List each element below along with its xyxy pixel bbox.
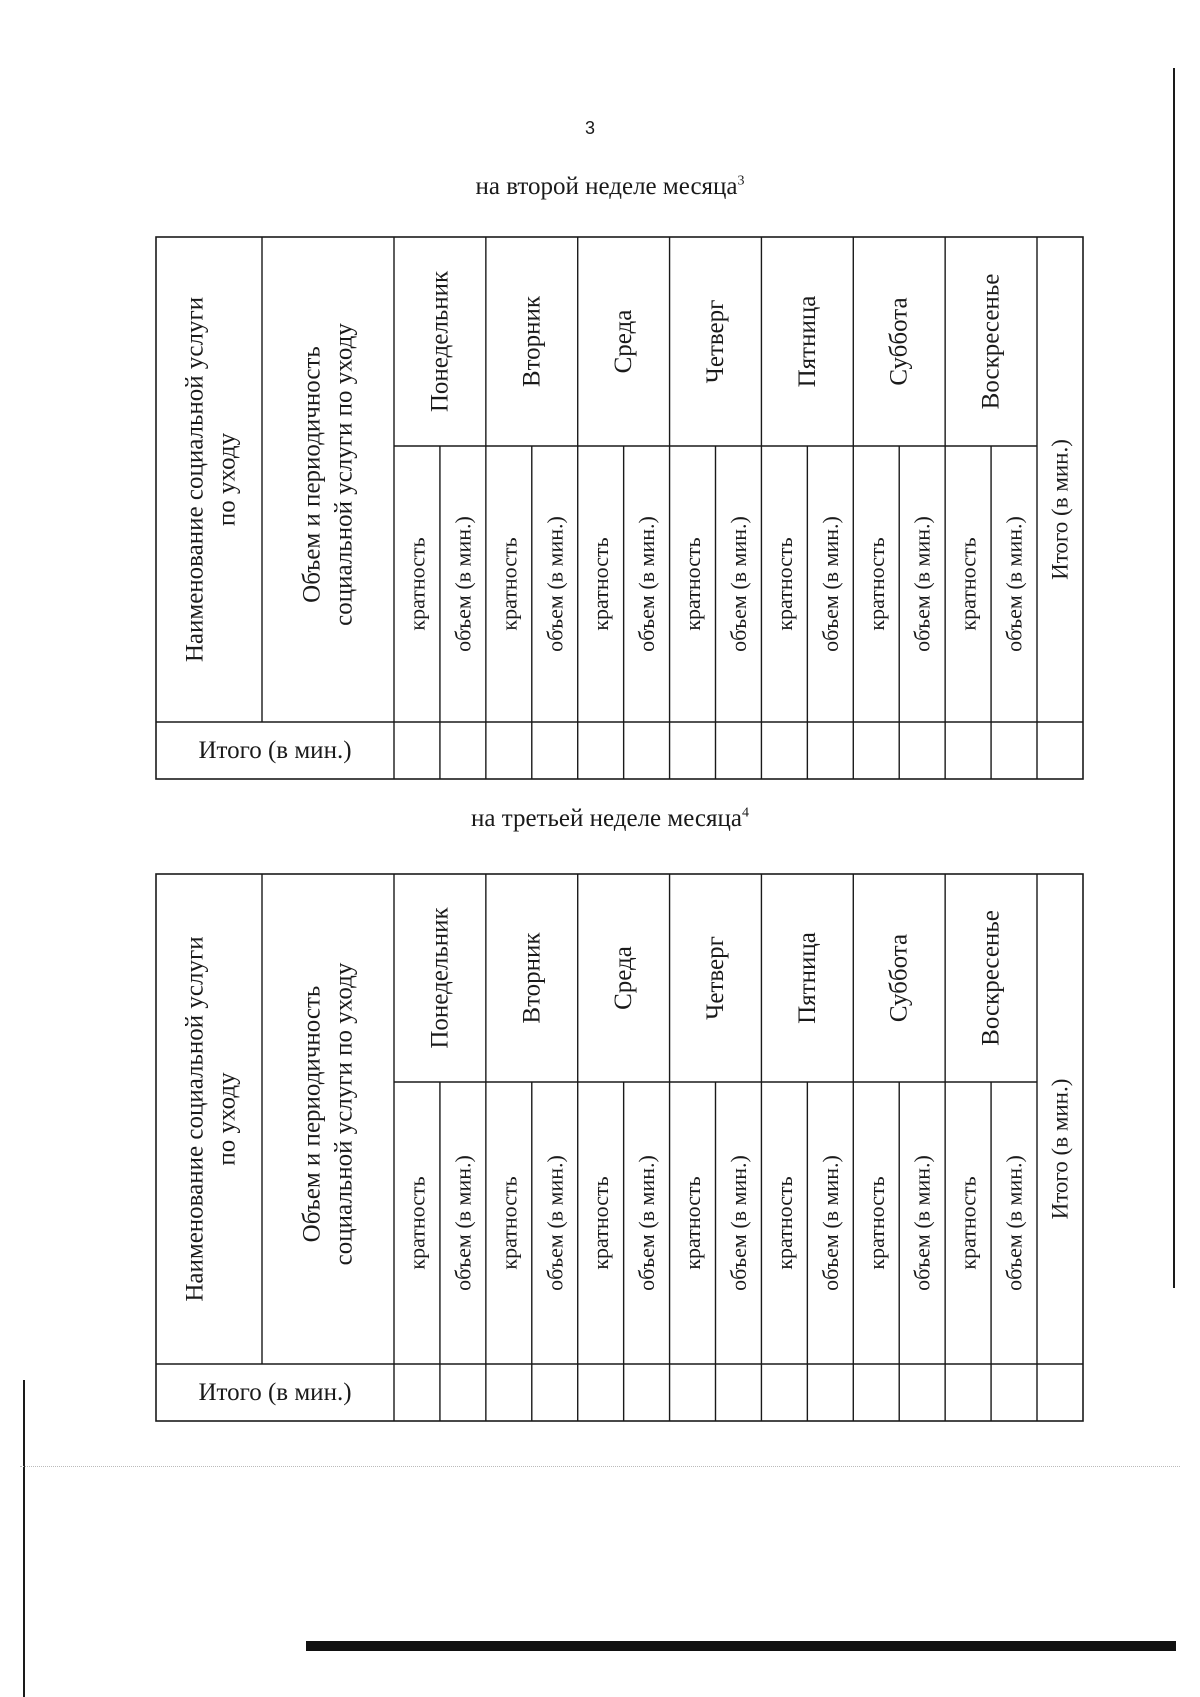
service-name-header-line2: по уходу	[213, 1072, 241, 1166]
sub-header-frequency: кратность	[863, 1176, 889, 1270]
sub-header-volume: объем (в мин.)	[1001, 1155, 1027, 1291]
day-header: Воскресенье	[977, 273, 1005, 410]
day-header: Пятница	[793, 932, 821, 1024]
day-header: Вторник	[518, 932, 546, 1024]
sub-header-volume: объем (в мин.)	[634, 1155, 660, 1291]
sub-header-volume: объем (в мин.)	[725, 516, 751, 652]
day-header: Пятница	[793, 295, 821, 388]
sub-header-frequency: кратность	[955, 537, 981, 631]
volume-header-line2: социальной услуги по уходу	[330, 962, 358, 1266]
sub-header-frequency: кратность	[404, 537, 430, 631]
sub-header-frequency: кратность	[680, 537, 706, 631]
day-header: Вторник	[518, 295, 546, 388]
total-header: Итого (в мин.)	[1047, 439, 1073, 580]
sub-header-frequency: кратность	[404, 1176, 430, 1270]
day-header: Суббота	[885, 297, 913, 386]
table-2-caption-text: на третьей неделе месяца	[471, 805, 742, 832]
sub-header-frequency: кратность	[955, 1176, 981, 1270]
sub-header-volume: объем (в мин.)	[817, 516, 843, 652]
sub-header-frequency: кратность	[771, 537, 797, 631]
sub-header-frequency: кратность	[496, 537, 522, 631]
sub-header-frequency: кратность	[588, 537, 614, 631]
day-header: Среда	[610, 946, 638, 1010]
service-name-header: Наименование социальной услуги	[181, 296, 209, 663]
sub-header-volume: объем (в мин.)	[450, 1155, 476, 1291]
table-1-footnote-mark: 3	[737, 173, 745, 189]
day-header: Четверг	[702, 936, 729, 1020]
day-header: Понедельник	[426, 270, 454, 413]
page-number: 3	[584, 118, 595, 138]
day-header: Понедельник	[426, 907, 454, 1049]
sub-header-volume: объем (в мин.)	[634, 516, 660, 652]
sub-header-volume: объем (в мин.)	[909, 516, 935, 652]
volume-header: Объем и периодичность	[298, 346, 326, 603]
sub-header-volume: объем (в мин.)	[1001, 516, 1027, 652]
service-name-header: Наименование социальной услуги	[181, 936, 209, 1302]
sub-header-volume: объем (в мин.)	[909, 1155, 935, 1291]
sub-header-frequency: кратность	[863, 537, 889, 631]
volume-header: Объем и периодичность	[298, 985, 326, 1243]
footer-total-label: Итого (в мин.)	[198, 1379, 352, 1406]
day-header: Среда	[610, 309, 638, 374]
sub-header-volume: объем (в мин.)	[542, 1155, 568, 1291]
sub-header-frequency: кратность	[771, 1176, 797, 1270]
sub-header-volume: объем (в мин.)	[817, 1155, 843, 1291]
service-name-header-line2: по уходу	[213, 432, 241, 527]
sub-header-volume: объем (в мин.)	[725, 1155, 751, 1291]
total-header: Итого (в мин.)	[1047, 1078, 1073, 1220]
sub-header-volume: объем (в мин.)	[542, 516, 568, 652]
volume-header-line2: социальной услуги по уходу	[330, 323, 358, 626]
day-header: Суббота	[885, 933, 913, 1023]
day-header: Четверг	[702, 299, 729, 384]
sub-header-frequency: кратность	[680, 1176, 706, 1270]
sub-header-frequency: кратность	[588, 1176, 614, 1270]
table-1-caption-text: на второй неделе месяца	[475, 173, 738, 200]
table-2-footnote-mark: 4	[742, 805, 749, 821]
sub-header-frequency: кратность	[496, 1176, 522, 1270]
footer-total-label: Итого (в мин.)	[198, 737, 352, 764]
sub-header-volume: объем (в мин.)	[450, 516, 476, 652]
day-header: Воскресенье	[977, 910, 1005, 1046]
